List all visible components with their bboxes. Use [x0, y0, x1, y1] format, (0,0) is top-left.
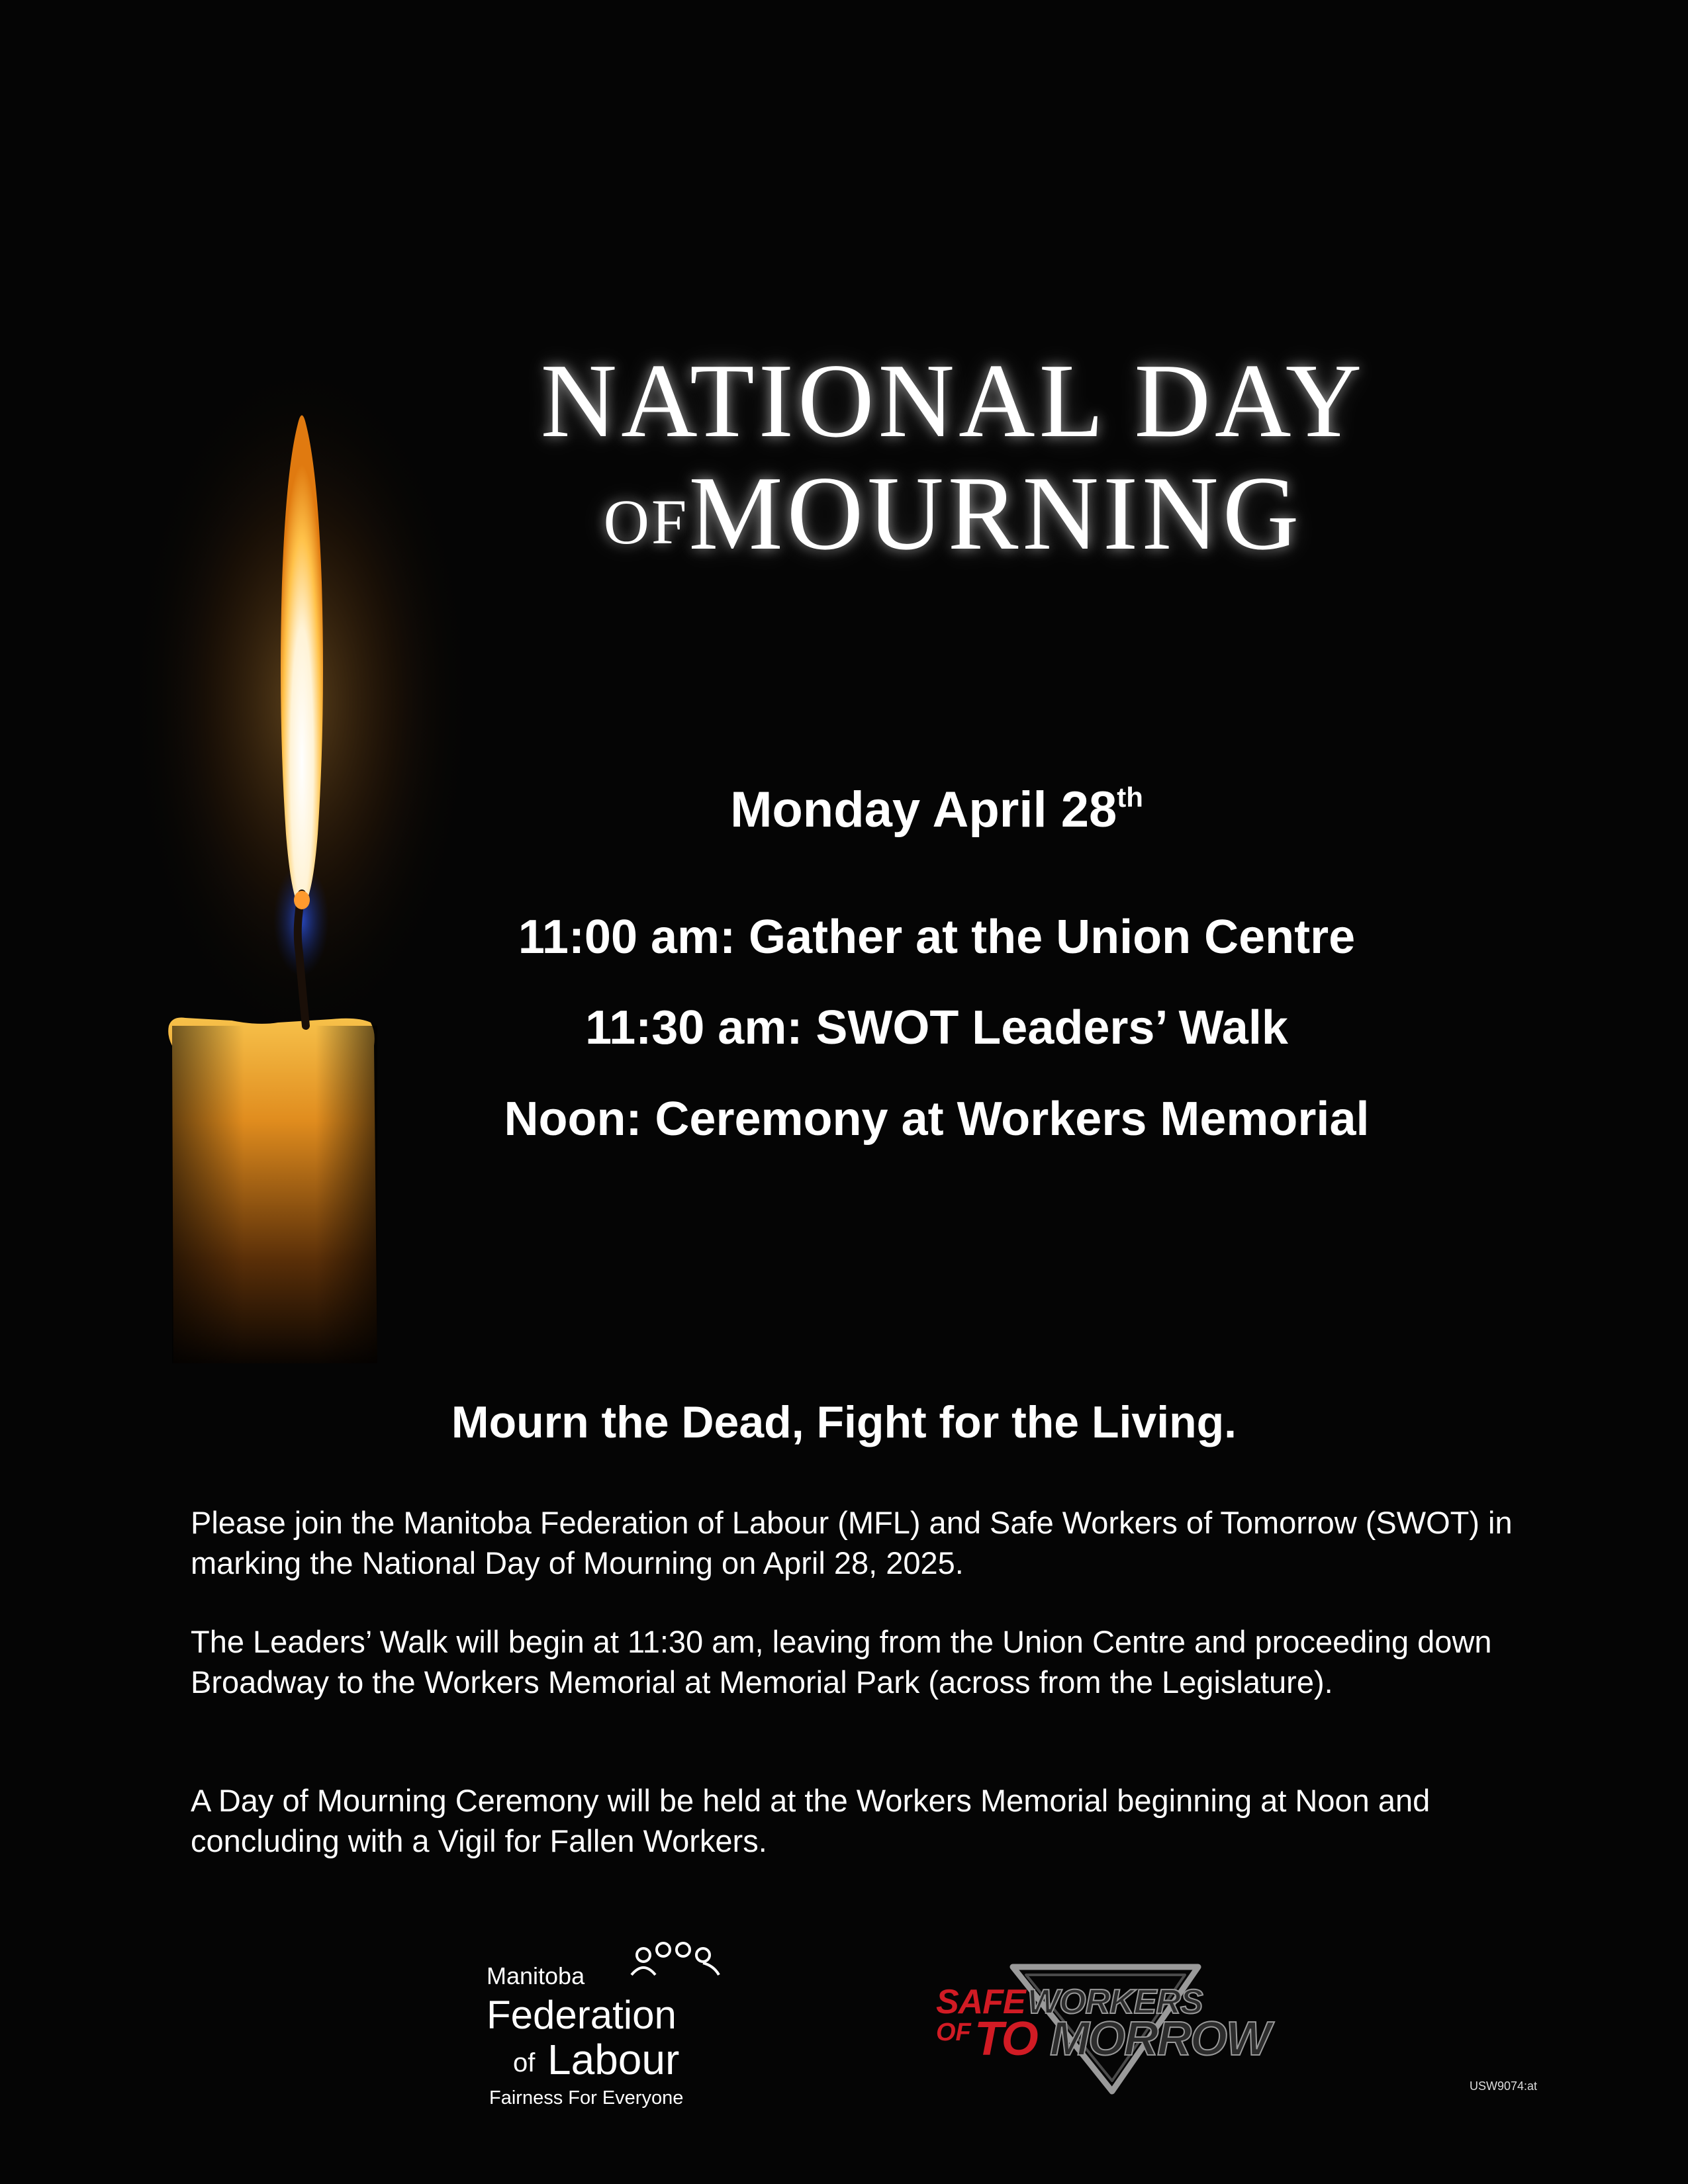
schedule-item-ceremony: Noon: Ceremony at Workers Memorial	[504, 1093, 1370, 1146]
swot-to: TO	[974, 2013, 1037, 2066]
paragraph-ceremony: A Day of Mourning Ceremony will be held at the Workers Memorial beginning at Noon and concluding with a Vigil for Fallen Workers.	[191, 1783, 1430, 1858]
mfl-tagline: Fairness For Everyone	[489, 2087, 684, 2109]
slogan: Mourn the Dead, Fight for the Living.	[451, 1397, 1237, 1447]
swot-workers: WORKERS	[1027, 1983, 1203, 2021]
swot-safe: SAFE	[936, 1983, 1025, 2021]
mfl-logo	[487, 1939, 725, 2111]
mfl-of: of	[513, 2048, 536, 2077]
mfl-labour: Labour	[547, 2036, 680, 2083]
event-date-main: Monday April 28	[730, 782, 1117, 838]
candle-image	[132, 371, 477, 1363]
paragraph-leaders-walk: The Leaders’ Walk will begin at 11:30 am, leaving from the Union Centre and proceeding down Broadway to the Workers Memorial at Memorial Park (across from the Legislature).	[191, 1624, 1492, 1700]
title-national-day: NATIONAL DAY	[540, 341, 1366, 459]
paragraph-invitation: Please join the Manitoba Federation of Labour (MFL) and Safe Workers of Tomorrow (SWOT) in marking the National Day of Mourning on April 28, 2025.	[191, 1505, 1513, 1580]
schedule-item-gather: 11:00 am: Gather at the Union Centre	[518, 911, 1356, 964]
poster-title	[463, 341, 1443, 602]
swot-logo	[933, 1952, 1270, 2098]
title-of: OF	[603, 486, 689, 557]
swot-morrow: MORROW	[1050, 2013, 1270, 2066]
job-code: USW9074:at	[1470, 2079, 1538, 2093]
mfl-manitoba: Manitoba	[487, 1962, 585, 1989]
swot-of: OF	[936, 2019, 971, 2046]
event-date-suffix: th	[1117, 782, 1143, 813]
title-line-2	[463, 454, 1443, 602]
event-date	[457, 781, 1417, 839]
title-mourning: MOURNING	[688, 454, 1303, 572]
mfl-people-icon	[629, 1938, 722, 1978]
mfl-federation: Federation	[487, 1993, 677, 2037]
schedule-item-walk: 11:30 am: SWOT Leaders’ Walk	[585, 1001, 1288, 1054]
